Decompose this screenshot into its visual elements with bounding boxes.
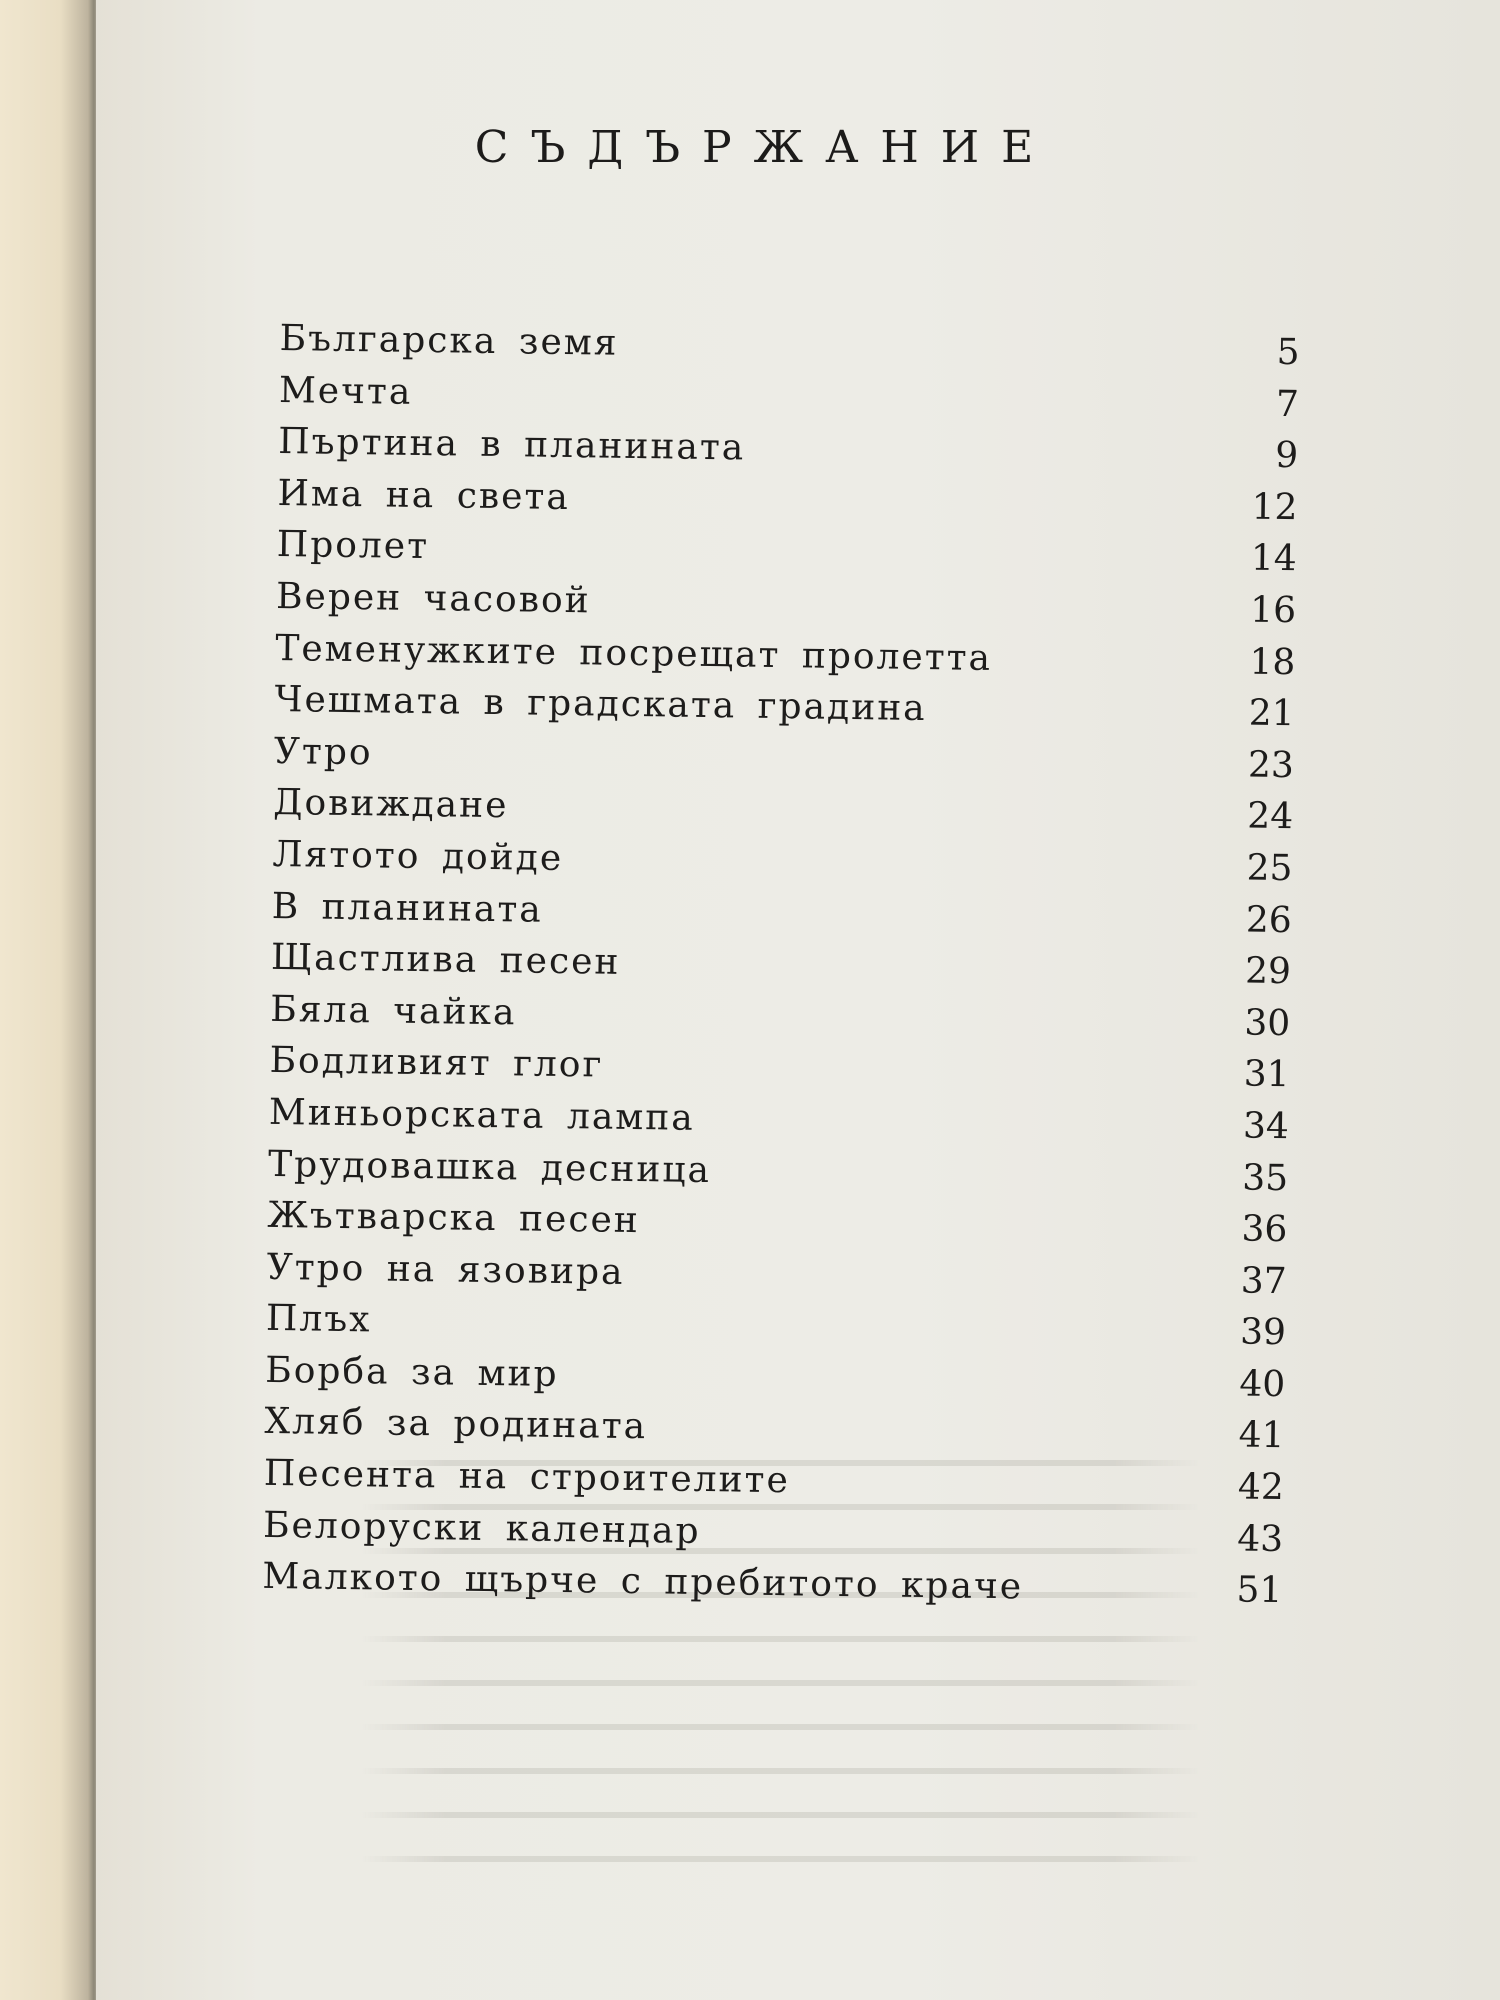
toc-entry-title: Песента на строителите (263, 1452, 791, 1502)
toc-entry-page: 24 (1247, 795, 1294, 838)
toc-entry-page: 43 (1236, 1518, 1284, 1560)
toc-entry-title: Щастлива песен (270, 937, 621, 983)
toc-entry-title: Чешмата в градската градина (274, 679, 927, 730)
toc-entry-page: 25 (1246, 847, 1293, 890)
toc-entry-title: Мечта (278, 369, 413, 413)
toc-entry-title: Трудовашка десница (267, 1143, 712, 1191)
toc-entry-title: Довиждане (272, 782, 509, 827)
toc-entry-title: Теменужките посрещат пролетта (275, 627, 993, 679)
toc-entry-title: Има на света (277, 472, 571, 518)
table-of-contents (262, 318, 1300, 1622)
toc-entry-title: Утро (273, 730, 373, 774)
toc-entry-title: Българска земя (279, 318, 619, 364)
toc-entry-title: Борба за мир (265, 1349, 559, 1395)
toc-entry-page: 5 (1276, 331, 1300, 374)
toc-entry-page: 9 (1274, 435, 1299, 477)
toc-entry-title: Верен часовой (275, 575, 591, 622)
toc-entry-title: Хляб за родината (264, 1401, 648, 1448)
toc-entry-title: В планината (271, 885, 544, 931)
toc-entry-title: Малкото щърче с пребитото краче (262, 1556, 1024, 1608)
toc-entry-page: 40 (1239, 1363, 1286, 1406)
toc-entry-title: Бодливият глог (269, 1040, 604, 1086)
toc-entry-page: 23 (1247, 744, 1295, 786)
toc-entry-page: 31 (1243, 1053, 1290, 1096)
toc-entry-page: 34 (1242, 1105, 1290, 1148)
toc-entry-page: 36 (1241, 1208, 1288, 1251)
toc-entry-page: 30 (1244, 1002, 1291, 1044)
toc-entry-title: Жътварска песен (267, 1195, 641, 1242)
toc-entry-title: Бяла чайка (270, 988, 517, 1034)
toc-entry-page: 7 (1275, 383, 1300, 425)
toc-entry-title: Утро на язовира (266, 1246, 625, 1293)
toc-entry-page: 51 (1236, 1569, 1283, 1612)
toc-entry-page: 37 (1240, 1260, 1287, 1302)
toc-entry-page: 14 (1250, 537, 1298, 580)
toc-entry-page: 39 (1239, 1311, 1287, 1354)
toc-entry-page: 16 (1249, 589, 1297, 632)
toc-entry-page: 42 (1237, 1466, 1285, 1509)
toc-entry-title: Миньорската лампа (268, 1091, 696, 1139)
toc-entry-page: 18 (1249, 641, 1296, 683)
toc-entry-page: 26 (1245, 899, 1292, 941)
toc-entry-page: 35 (1241, 1157, 1289, 1199)
toc-entry-page: 21 (1248, 692, 1295, 735)
toc-entry-page: 12 (1251, 486, 1298, 529)
toc-entry-title: Лятото дойде (272, 833, 564, 879)
toc-entry-title: Белоруски календар (262, 1504, 701, 1552)
toc-entry-title: Плъх (265, 1298, 372, 1341)
toc-entry-title: Пъртина в планината (277, 421, 746, 469)
book-gutter (0, 0, 96, 2000)
toc-entry-page: 29 (1244, 950, 1292, 993)
toc-entry-page: 41 (1238, 1414, 1285, 1457)
page-title: СЪДЪРЖАНИЕ (474, 122, 1056, 173)
toc-entry-title: Пролет (276, 524, 430, 568)
